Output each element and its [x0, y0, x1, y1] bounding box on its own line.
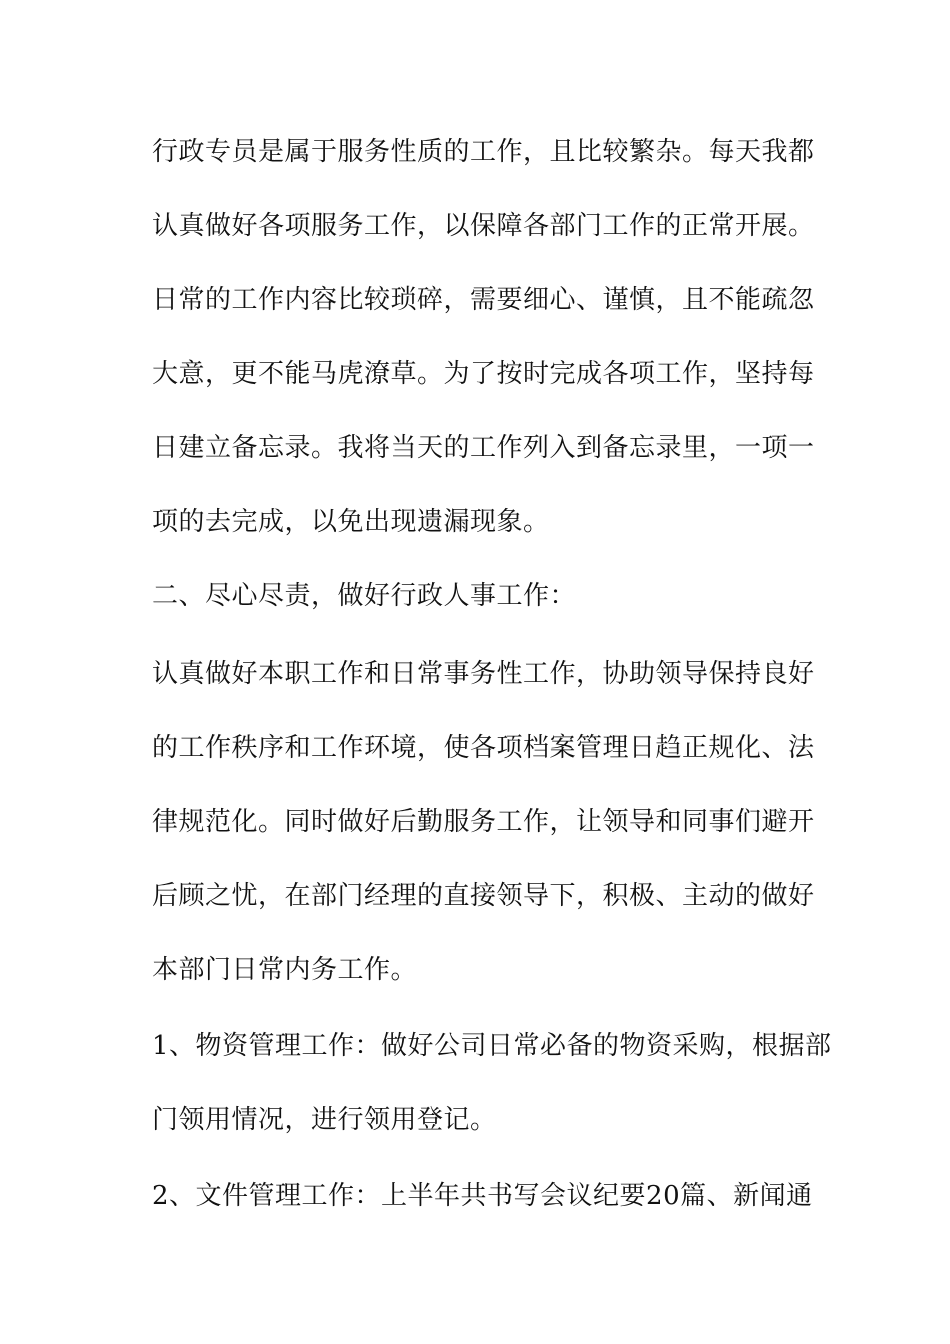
text-line: 日建立备忘录。我将当天的工作列入到备忘录里，一项一 [152, 433, 815, 463]
text-line: 本部门日常内务工作。 [152, 955, 418, 985]
text-line: 的工作秩序和工作环境，使各项档案管理日趋正规化、法 [152, 733, 815, 763]
list-item-line: 1、物资管理工作：做好公司日常必备的物资采购，根据部 [152, 1031, 832, 1061]
section-heading: 二、尽心尽责，做好行政人事工作： [152, 581, 577, 611]
text-line: 日常的工作内容比较琐碎，需要细心、谨慎，且不能疏忽 [152, 285, 815, 315]
text-line: 认真做好各项服务工作，以保障各部门工作的正常开展。 [152, 211, 815, 241]
text-line: 后顾之忧，在部门经理的直接领导下，积极、主动的做好 [152, 881, 815, 911]
text-line: 行政专员是属于服务性质的工作，且比较繁杂。每天我都 [152, 137, 815, 167]
text-line: 项的去完成，以免出现遗漏现象。 [152, 507, 550, 537]
text-line: 认真做好本职工作和日常事务性工作，协助领导保持良好 [152, 659, 815, 689]
text-line: 大意，更不能马虎潦草。为了按时完成各项工作，坚持每 [152, 359, 815, 389]
list-item-line: 门领用情况，进行领用登记。 [152, 1105, 497, 1135]
text-line: 律规范化。同时做好后勤服务工作，让领导和同事们避开 [152, 807, 815, 837]
list-item-line: 2、文件管理工作：上半年共书写会议纪要20篇、新闻通 [152, 1181, 813, 1211]
